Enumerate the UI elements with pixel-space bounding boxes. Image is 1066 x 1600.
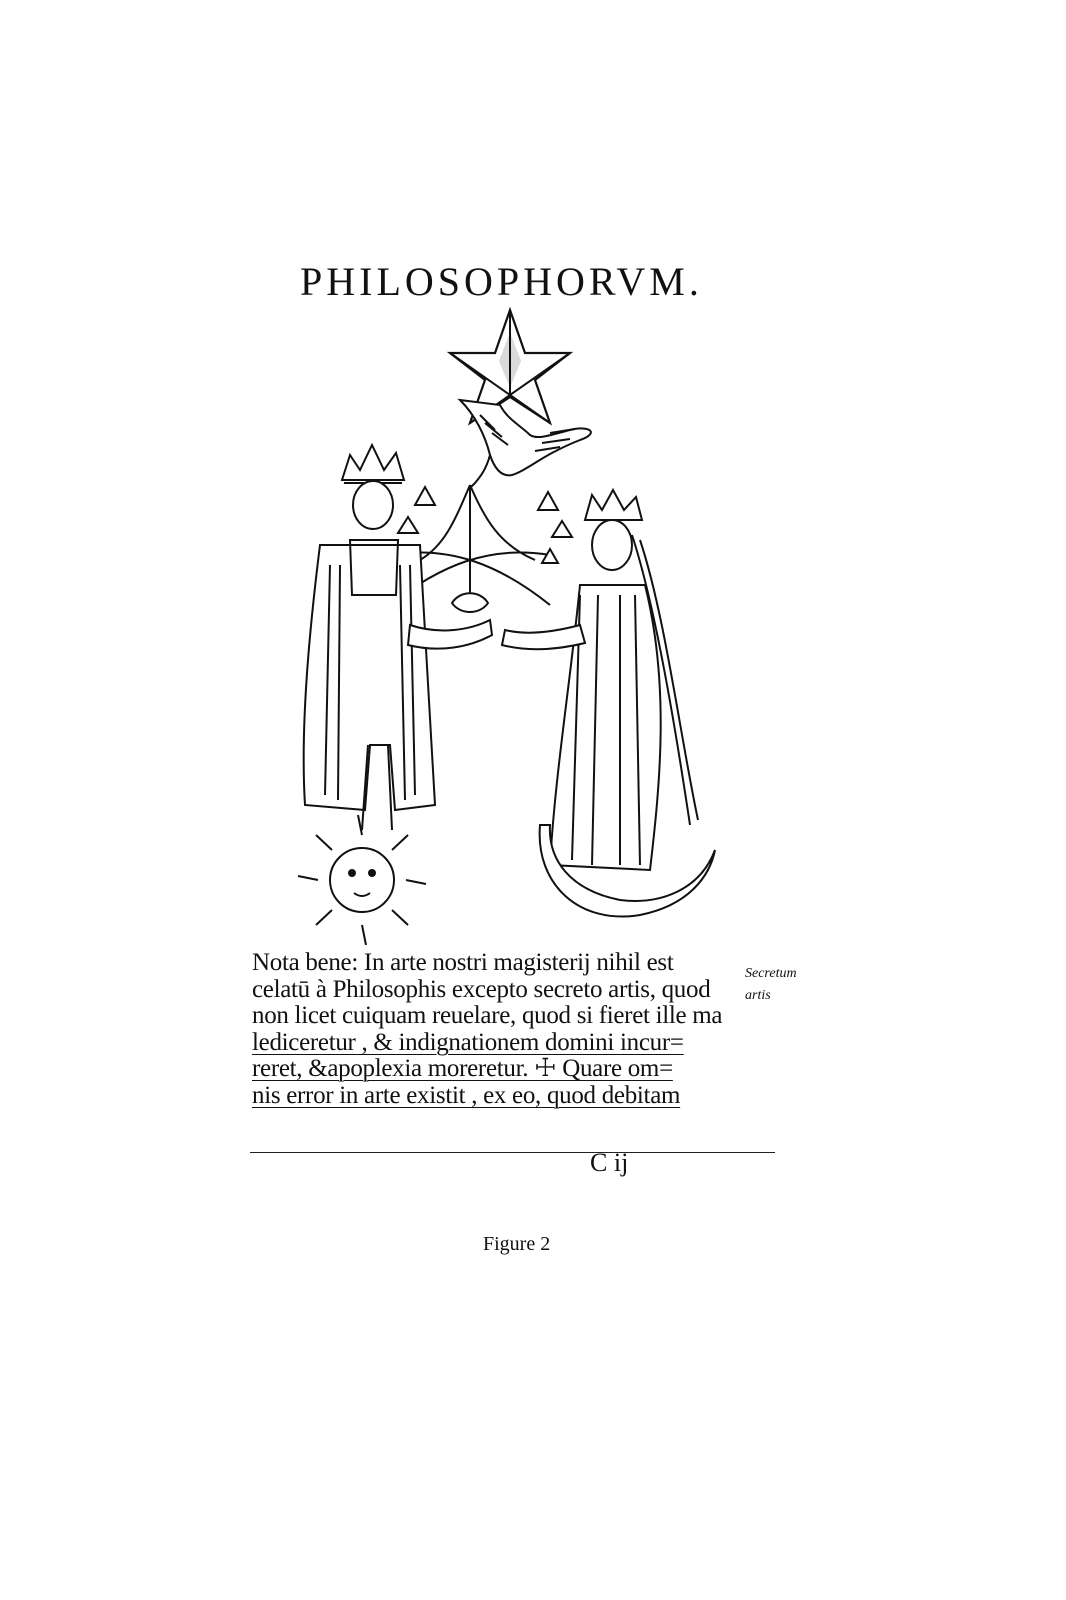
- text-line: non licet cuiquam reuelare, quod si fieret ille ma: [252, 1002, 723, 1029]
- king-figure: [304, 445, 492, 830]
- body-text: [252, 950, 782, 1109]
- text-line: lediceretur , & indignationem domini incur=: [252, 1028, 684, 1056]
- text-line: nis error in arte existit , ex eo, quod debitam: [252, 1081, 681, 1109]
- text-rule: [250, 1152, 775, 1153]
- queen-figure: [502, 490, 698, 870]
- text-line: Nota bene: In arte nostri magisterij nihil est: [252, 949, 674, 976]
- marginal-note-line: Secretum: [745, 966, 797, 981]
- dove-icon: [460, 400, 591, 488]
- sun-icon: [298, 815, 426, 945]
- marginal-note-line: artis: [745, 988, 771, 1003]
- woodcut-illustration: [280, 305, 740, 945]
- text-line: celatū à Philosophis excepto secreto artis, quod: [252, 975, 711, 1003]
- text-line: reret, &apoplexia moreretur. ☩ Quare om=: [252, 1055, 673, 1082]
- signature-mark: C ij: [590, 1148, 629, 1177]
- marginal-note: [745, 963, 835, 1007]
- figure-caption: Figure 2: [483, 1233, 551, 1255]
- page-heading: PHILOSOPHORVM.: [300, 259, 703, 304]
